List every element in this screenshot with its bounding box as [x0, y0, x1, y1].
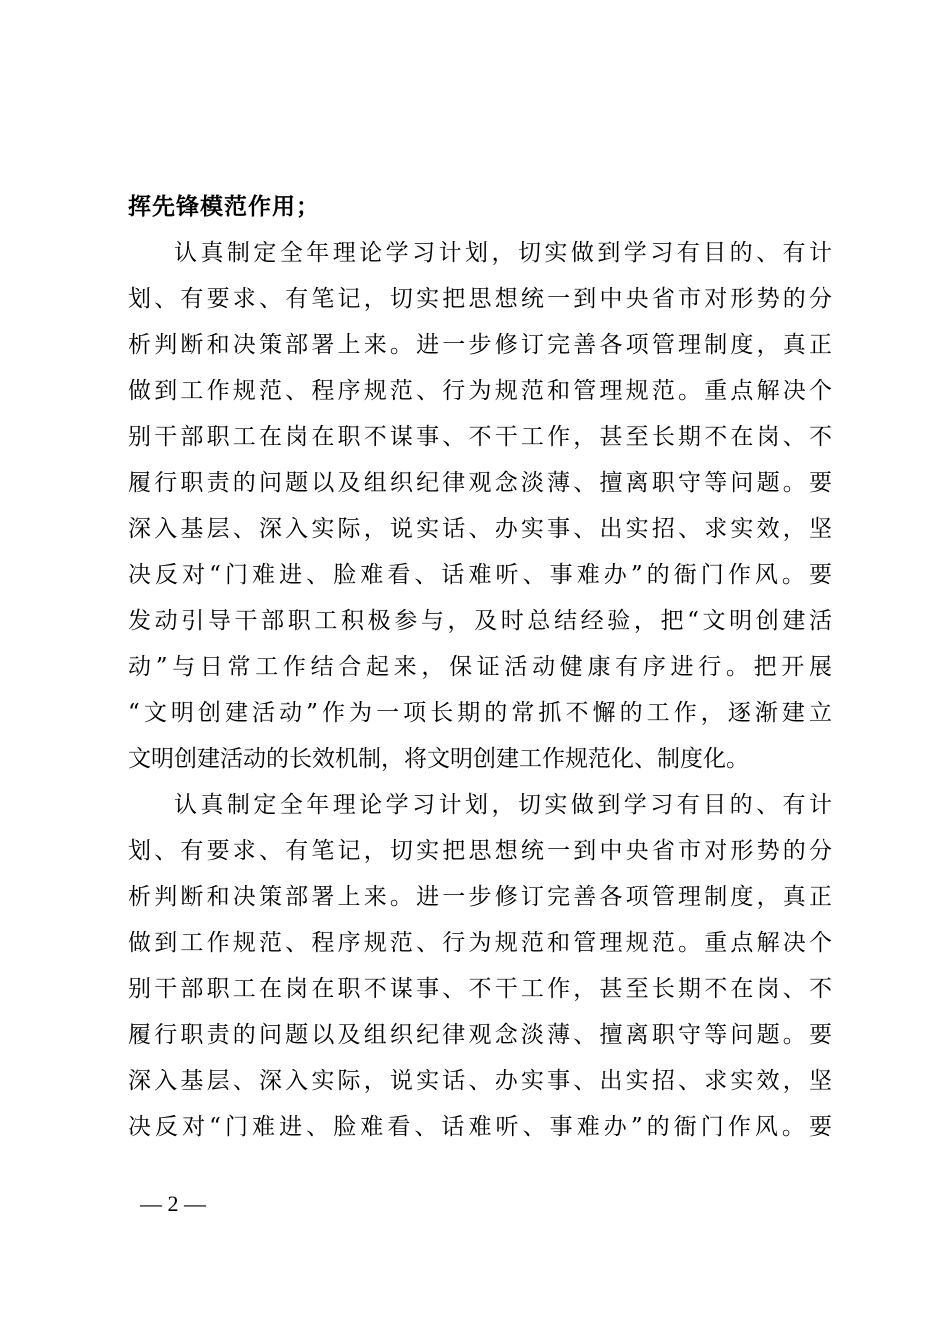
paragraph-line: 析判断和决策部署上来。进一步修订完善各项管理制度，真正 [128, 884, 832, 910]
paragraph-line: 划、有要求、有笔记，切实把思想统一到中央省市对形势的分 [128, 286, 832, 312]
paragraph-line: 履行职责的问题以及组织纪律观念淡薄、擅离职守等问题。要 [128, 1022, 832, 1048]
paragraph-line: 认真制定全年理论学习计划，切实做到学习有目的、有计 [174, 792, 832, 818]
document-body [128, 184, 832, 1150]
paragraph-2 [128, 782, 832, 1150]
paragraph-line: 做到工作规范、程序规范、行为规范和管理规范。重点解决个 [128, 930, 832, 956]
paragraph-line: 做到工作规范、程序规范、行为规范和管理规范。重点解决个 [128, 378, 832, 404]
paragraph-line: 履行职责的问题以及组织纪律观念淡薄、擅离职守等问题。要 [128, 470, 832, 496]
paragraph-line: 深入基层、深入实际，说实话、办实事、出实招、求实效，坚 [128, 1068, 832, 1094]
heading-line: 挥先锋模范作用； [128, 194, 320, 220]
paragraph-line: 别干部职工在岗在职不谋事、不干工作，甚至长期不在岗、不 [128, 424, 832, 450]
paragraph-line: 析判断和决策部署上来。进一步修订完善各项管理制度，真正 [128, 332, 832, 358]
paragraph-line: 认真制定全年理论学习计划，切实做到学习有目的、有计 [174, 240, 832, 266]
paragraph-line: 别干部职工在岗在职不谋事、不干工作，甚至长期不在岗、不 [128, 976, 832, 1002]
paragraph-line: 动”与日常工作结合起来，保证活动健康有序进行。把开展 [128, 654, 832, 680]
paragraph-line: 决反对“门难进、脸难看、话难听、事难办”的衙门作风。要 [128, 562, 832, 588]
paragraph-line: 深入基层、深入实际，说实话、办实事、出实招、求实效，坚 [128, 516, 832, 542]
paragraph-line: 决反对“门难进、脸难看、话难听、事难办”的衙门作风。要 [128, 1114, 832, 1140]
paragraph-line: 划、有要求、有笔记，切实把思想统一到中央省市对形势的分 [128, 838, 832, 864]
page-number: — 2 — [140, 1191, 206, 1216]
paragraph-line: 文明创建活动的长效机制，将文明创建工作规范化、制度化。 [128, 746, 749, 772]
paragraph-line: “文明创建活动”作为一项长期的常抓不懈的工作，逐渐建立 [128, 700, 832, 726]
paragraph-1 [128, 230, 832, 782]
paragraph-line: 发动引导干部职工积极参与，及时总结经验，把“文明创建活 [128, 608, 832, 634]
